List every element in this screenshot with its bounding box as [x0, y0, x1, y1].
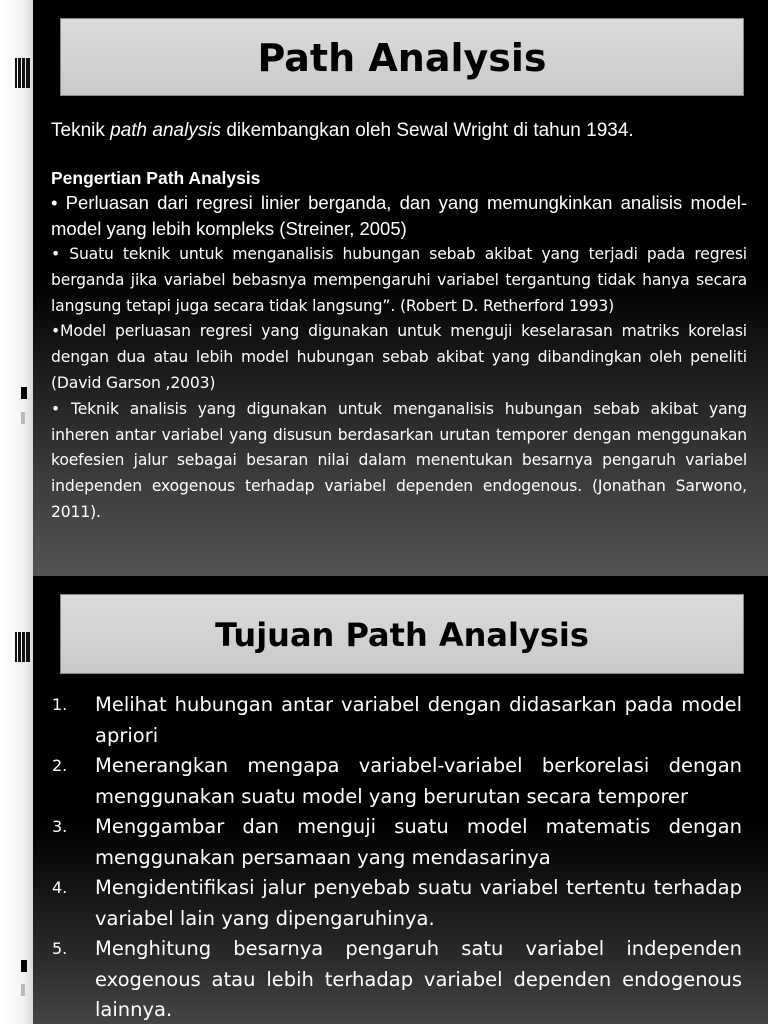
section-heading: Pengertian Path Analysis: [51, 168, 261, 188]
slide-marker-icon: [15, 632, 31, 662]
slide-title: Tujuan Path Analysis: [60, 594, 744, 674]
list-item: [52, 934, 742, 1024]
small-marker-icon: [21, 387, 27, 399]
list-number: 3.: [52, 817, 68, 836]
goals-list: [52, 690, 742, 1024]
left-margin-strip: [0, 0, 33, 576]
slide-marker-icon: [15, 58, 31, 88]
list-item-text: Mengidentifikasi jalur penyebab suatu variabel tertentu terhadap variabel lain yang dipengaruhinya.: [95, 876, 742, 930]
definition-point: • Perluasan dari regresi linier berganda, dan yang memungkinkan analisis model-model yang lebih kompleks (Streiner, 2005): [51, 192, 747, 239]
list-number: 2.: [52, 756, 68, 775]
list-item-text: Menghitung besarnya pengaruh satu variabel independen exogenous atau lebih terhadap variabel dependen endogenous lainnya.: [95, 937, 742, 1021]
list-number: 5.: [52, 939, 68, 958]
slide-body: [52, 690, 742, 1024]
definition-point: •Model perluasan regresi yang digunakan untuk menguji keselarasan matriks korelasi dengan dua atau lebih model hubungan sebab akibat yang dibandingkan oleh peneliti (David Garson ,2003): [51, 322, 747, 392]
list-number: 1.: [52, 695, 68, 714]
definition-point: • Teknik analisis yang digunakan untuk menganalisis hubungan sebab akibat yang inheren antar variabel yang disusun berdasarkan urutan temporer dengan menggunakan koefesien jalur sebagai besaran nilai dalam menentukan besarnya pengaruh variabel independen exogenous terhadap variabel dependen endogenous. (Jonathan Sarwono, 2011).: [51, 399, 747, 521]
slide-title: Path Analysis: [60, 18, 744, 96]
small-marker-icon: [21, 412, 25, 424]
list-item-text: Menerangkan mengapa variabel-variabel berkorelasi dengan menggunakan suatu model yang berurutan secara temporer: [95, 754, 742, 808]
list-item-text: Melihat hubungan antar variabel dengan didasarkan pada model apriori: [95, 693, 742, 747]
small-marker-icon: [21, 960, 27, 972]
list-item: [52, 751, 742, 812]
list-number: 4.: [52, 878, 68, 897]
intro-text: Teknik path analysis dikembangkan oleh Sewal Wright di tahun 1934.: [51, 120, 634, 141]
list-item-text: Menggambar dan menguji suatu model matematis dengan menggunakan persamaan yang mendasarinya: [95, 815, 742, 869]
list-item: [52, 690, 742, 751]
list-item: [52, 873, 742, 934]
slide-tujuan: [0, 576, 768, 1024]
list-item: [52, 812, 742, 873]
small-marker-icon: [21, 984, 25, 996]
left-margin-strip: [0, 576, 33, 1024]
slide-body: [51, 120, 747, 526]
definition-point: • Suatu teknik untuk menganalisis hubungan sebab akibat yang terjadi pada regresi berganda jika variabel bebasnya mempengaruhi variabel tergantung tidak hanya secara langsung tetapi juga secara tidak langsung”. (Robert D. Retherford 1993): [51, 245, 747, 315]
